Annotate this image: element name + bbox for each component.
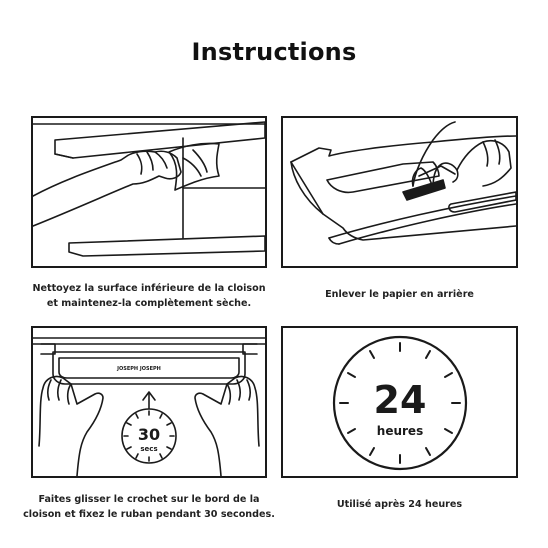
clock-value: 24 xyxy=(373,378,427,422)
timer-value: 30 xyxy=(137,425,161,444)
step-2-panel xyxy=(281,116,518,268)
caption-line: et maintenez-la complètement sèche. xyxy=(46,298,252,309)
clock-24-hours-illustration xyxy=(283,328,516,476)
brand-label: JOSEPH JOSEPH xyxy=(117,366,161,372)
step-1-panel xyxy=(31,116,267,268)
timer-unit: secs xyxy=(140,445,158,453)
caption-line: Utilisé après 24 heures xyxy=(336,499,463,510)
caption-line: Faites glisser le crochet sur le bord de la xyxy=(38,494,260,505)
caption-line: Nettoyez la surface inférieure de la cloison xyxy=(32,283,266,294)
peel-backing-paper-illustration xyxy=(283,118,516,266)
step-1-caption xyxy=(20,281,278,311)
caption-line: cloison et fixez le ruban pendant 30 secondes. xyxy=(23,509,275,520)
page-title: Instructions xyxy=(191,38,357,66)
step-4-caption xyxy=(281,497,518,512)
caption-line: Enlever le papier en arrière xyxy=(325,289,474,300)
step-2-caption xyxy=(281,287,518,302)
hands-pressing-holder-illustration xyxy=(33,328,265,476)
step-3-panel xyxy=(31,326,267,478)
hand-wiping-shelf-illustration xyxy=(33,118,265,266)
step-4-panel xyxy=(281,326,518,478)
clock-unit: heures xyxy=(376,424,424,438)
step-3-caption xyxy=(18,492,280,522)
